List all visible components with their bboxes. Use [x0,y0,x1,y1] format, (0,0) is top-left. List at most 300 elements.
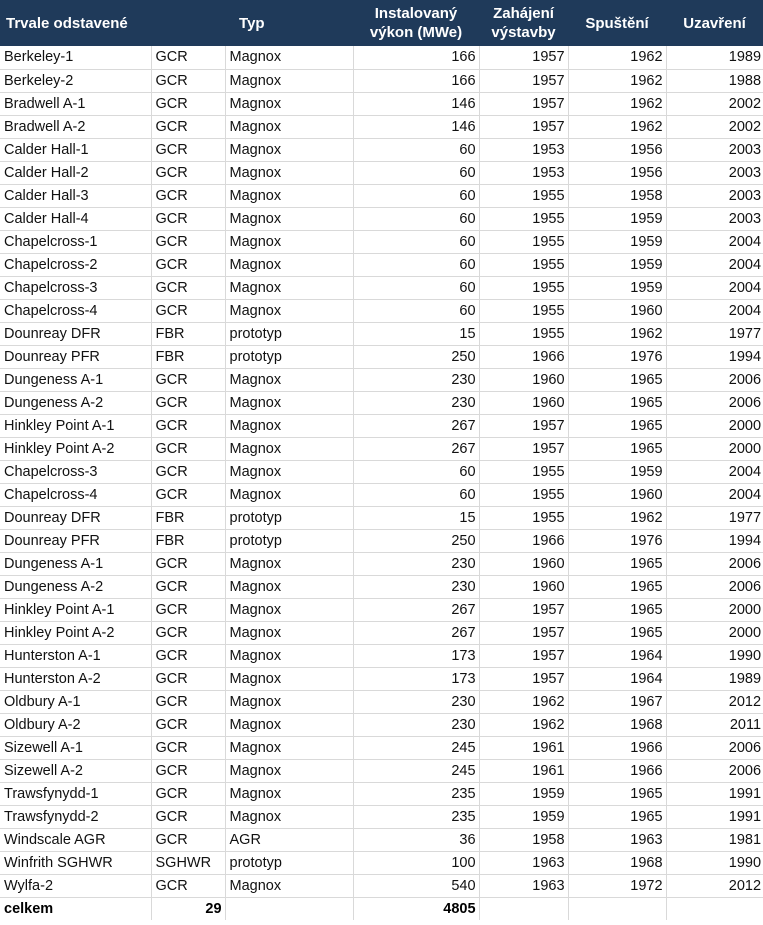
cell-reactor-type: GCR [151,644,225,667]
cell-model: Magnox [225,621,353,644]
table-row [0,874,763,897]
cell-model: Magnox [225,46,353,69]
cell-name: Dungeness A-1 [0,368,151,391]
header-type: Typ [225,0,353,46]
cell-closed: 1990 [666,644,763,667]
cell-closed: 2003 [666,184,763,207]
cell-model: Magnox [225,690,353,713]
cell-construction: 1958 [479,828,568,851]
cell-power: 235 [353,782,479,805]
cell-power: 15 [353,506,479,529]
cell-start: 1968 [568,851,666,874]
cell-start: 1960 [568,483,666,506]
cell-start: 1963 [568,828,666,851]
cell-name: Windscale AGR [0,828,151,851]
cell-start: 1962 [568,322,666,345]
cell-power: 235 [353,805,479,828]
cell-name: Hinkley Point A-2 [0,621,151,644]
table-row [0,805,763,828]
cell-power: 230 [353,713,479,736]
cell-reactor-type: GCR [151,483,225,506]
cell-construction: 1957 [479,437,568,460]
cell-start: 1965 [568,805,666,828]
cell-start: 1972 [568,874,666,897]
cell-model: Magnox [225,713,353,736]
cell-start: 1965 [568,414,666,437]
cell-reactor-type: GCR [151,460,225,483]
cell-start: 1962 [568,506,666,529]
cell-name: Dounreay DFR [0,322,151,345]
total-empty-construction [479,897,568,920]
cell-closed: 2000 [666,621,763,644]
cell-model: Magnox [225,736,353,759]
table-row [0,184,763,207]
cell-closed: 2002 [666,115,763,138]
cell-closed: 2002 [666,92,763,115]
cell-reactor-type: GCR [151,805,225,828]
cell-reactor-type: GCR [151,207,225,230]
cell-closed: 2000 [666,414,763,437]
cell-closed: 1991 [666,782,763,805]
cell-model: Magnox [225,483,353,506]
cell-closed: 1994 [666,529,763,552]
cell-name: Hunterston A-1 [0,644,151,667]
cell-name: Wylfa-2 [0,874,151,897]
cell-name: Chapelcross-3 [0,276,151,299]
cell-start: 1965 [568,368,666,391]
cell-closed: 2004 [666,483,763,506]
cell-closed: 2000 [666,598,763,621]
cell-reactor-type: GCR [151,437,225,460]
cell-name: Calder Hall-1 [0,138,151,161]
cell-reactor-type: GCR [151,552,225,575]
cell-name: Chapelcross-4 [0,483,151,506]
cell-start: 1956 [568,161,666,184]
cell-start: 1967 [568,690,666,713]
table-row [0,414,763,437]
cell-construction: 1961 [479,759,568,782]
table-row [0,575,763,598]
cell-reactor-type: GCR [151,621,225,644]
cell-model: Magnox [225,207,353,230]
table-row [0,506,763,529]
header-start: Spuštění [568,0,666,46]
cell-reactor-type: GCR [151,391,225,414]
cell-closed: 2012 [666,874,763,897]
cell-model: Magnox [225,667,353,690]
cell-model: prototyp [225,506,353,529]
cell-name: Dungeness A-2 [0,575,151,598]
cell-start: 1959 [568,276,666,299]
cell-reactor-type: FBR [151,345,225,368]
cell-start: 1966 [568,759,666,782]
total-empty-start [568,897,666,920]
cell-power: 166 [353,46,479,69]
cell-construction: 1957 [479,46,568,69]
cell-reactor-type: GCR [151,690,225,713]
cell-power: 230 [353,368,479,391]
table-header [0,0,763,46]
cell-closed: 2003 [666,207,763,230]
cell-construction: 1957 [479,115,568,138]
cell-power: 267 [353,437,479,460]
table-row [0,161,763,184]
cell-model: Magnox [225,230,353,253]
cell-model: Magnox [225,575,353,598]
cell-start: 1968 [568,713,666,736]
cell-closed: 2004 [666,299,763,322]
table-row [0,368,763,391]
cell-model: prototyp [225,322,353,345]
cell-start: 1964 [568,644,666,667]
cell-closed: 1991 [666,805,763,828]
cell-model: AGR [225,828,353,851]
cell-power: 60 [353,207,479,230]
cell-construction: 1955 [479,322,568,345]
cell-start: 1959 [568,230,666,253]
cell-name: Dounreay PFR [0,529,151,552]
cell-model: Magnox [225,874,353,897]
cell-power: 267 [353,621,479,644]
table-row [0,828,763,851]
cell-start: 1965 [568,621,666,644]
cell-closed: 1994 [666,345,763,368]
table-row [0,207,763,230]
cell-power: 267 [353,598,479,621]
cell-power: 146 [353,115,479,138]
cell-model: Magnox [225,391,353,414]
cell-closed: 1981 [666,828,763,851]
total-power: 4805 [353,897,479,920]
cell-model: prototyp [225,529,353,552]
cell-power: 173 [353,667,479,690]
cell-power: 267 [353,414,479,437]
cell-construction: 1961 [479,736,568,759]
cell-closed: 2006 [666,759,763,782]
cell-construction: 1955 [479,184,568,207]
cell-closed: 2004 [666,253,763,276]
cell-construction: 1966 [479,345,568,368]
table-body [0,46,763,897]
cell-closed: 2004 [666,230,763,253]
cell-name: Hinkley Point A-2 [0,437,151,460]
cell-model: Magnox [225,138,353,161]
cell-construction: 1955 [479,483,568,506]
cell-closed: 2012 [666,690,763,713]
table-row [0,69,763,92]
cell-power: 60 [353,299,479,322]
cell-name: Chapelcross-1 [0,230,151,253]
cell-construction: 1955 [479,253,568,276]
cell-construction: 1953 [479,138,568,161]
cell-power: 36 [353,828,479,851]
cell-power: 540 [353,874,479,897]
cell-power: 60 [353,276,479,299]
cell-construction: 1955 [479,506,568,529]
cell-closed: 2004 [666,276,763,299]
table-row [0,115,763,138]
cell-closed: 2006 [666,575,763,598]
cell-power: 60 [353,161,479,184]
cell-construction: 1957 [479,644,568,667]
cell-model: prototyp [225,345,353,368]
cell-name: Winfrith SGHWR [0,851,151,874]
cell-name: Hinkley Point A-1 [0,598,151,621]
cell-reactor-type: GCR [151,161,225,184]
cell-construction: 1955 [479,276,568,299]
cell-start: 1960 [568,299,666,322]
cell-name: Sizewell A-2 [0,759,151,782]
cell-closed: 2006 [666,736,763,759]
cell-start: 1965 [568,575,666,598]
cell-start: 1959 [568,253,666,276]
cell-construction: 1966 [479,529,568,552]
cell-closed: 2006 [666,552,763,575]
cell-power: 250 [353,345,479,368]
table-row [0,736,763,759]
header-closed: Uzavření [666,0,763,46]
cell-reactor-type: GCR [151,414,225,437]
cell-name: Dungeness A-2 [0,391,151,414]
cell-construction: 1960 [479,368,568,391]
cell-start: 1965 [568,437,666,460]
cell-name: Sizewell A-1 [0,736,151,759]
cell-reactor-type: GCR [151,138,225,161]
cell-closed: 2011 [666,713,763,736]
cell-name: Dounreay PFR [0,345,151,368]
cell-power: 15 [353,322,479,345]
cell-reactor-type: GCR [151,368,225,391]
cell-name: Calder Hall-3 [0,184,151,207]
table-row [0,759,763,782]
cell-reactor-type: GCR [151,575,225,598]
cell-construction: 1955 [479,299,568,322]
cell-closed: 1977 [666,322,763,345]
cell-reactor-type: GCR [151,736,225,759]
table-row [0,460,763,483]
table-row [0,299,763,322]
cell-name: Berkeley-2 [0,69,151,92]
cell-construction: 1960 [479,552,568,575]
table-row [0,598,763,621]
table-row [0,851,763,874]
cell-start: 1976 [568,345,666,368]
cell-power: 230 [353,391,479,414]
cell-reactor-type: SGHWR [151,851,225,874]
cell-model: Magnox [225,184,353,207]
cell-start: 1962 [568,92,666,115]
total-label: celkem [0,897,151,920]
cell-construction: 1963 [479,851,568,874]
cell-construction: 1960 [479,575,568,598]
cell-model: Magnox [225,92,353,115]
total-count: 29 [151,897,225,920]
cell-closed: 2003 [666,138,763,161]
cell-construction: 1957 [479,414,568,437]
cell-start: 1962 [568,69,666,92]
cell-construction: 1957 [479,598,568,621]
cell-reactor-type: GCR [151,299,225,322]
cell-reactor-type: GCR [151,92,225,115]
cell-power: 230 [353,552,479,575]
cell-reactor-type: GCR [151,115,225,138]
cell-model: Magnox [225,598,353,621]
cell-reactor-type: GCR [151,598,225,621]
cell-name: Chapelcross-3 [0,460,151,483]
cell-power: 100 [353,851,479,874]
table-row [0,690,763,713]
cell-construction: 1963 [479,874,568,897]
cell-power: 166 [353,69,479,92]
cell-power: 60 [353,184,479,207]
cell-name: Calder Hall-4 [0,207,151,230]
cell-start: 1965 [568,782,666,805]
cell-power: 60 [353,483,479,506]
cell-start: 1959 [568,460,666,483]
cell-name: Hunterston A-2 [0,667,151,690]
cell-power: 146 [353,92,479,115]
header-construction: Zahájení výstavby [479,0,568,46]
cell-model: Magnox [225,276,353,299]
table-row [0,230,763,253]
total-row [0,897,763,920]
cell-name: Calder Hall-2 [0,161,151,184]
cell-construction: 1955 [479,230,568,253]
cell-start: 1962 [568,46,666,69]
cell-reactor-type: FBR [151,529,225,552]
cell-name: Chapelcross-2 [0,253,151,276]
cell-reactor-type: FBR [151,506,225,529]
cell-name: Oldbury A-1 [0,690,151,713]
cell-model: Magnox [225,253,353,276]
cell-reactor-type: GCR [151,713,225,736]
cell-start: 1965 [568,552,666,575]
cell-name: Bradwell A-1 [0,92,151,115]
table-row [0,138,763,161]
total-empty-closed [666,897,763,920]
cell-construction: 1962 [479,690,568,713]
cell-model: Magnox [225,368,353,391]
cell-reactor-type: GCR [151,782,225,805]
table-row [0,437,763,460]
table-row [0,483,763,506]
cell-construction: 1955 [479,207,568,230]
cell-model: Magnox [225,552,353,575]
cell-reactor-type: GCR [151,69,225,92]
table-row [0,46,763,69]
cell-power: 230 [353,575,479,598]
cell-closed: 1977 [666,506,763,529]
cell-name: Dungeness A-1 [0,552,151,575]
cell-closed: 2006 [666,368,763,391]
cell-start: 1964 [568,667,666,690]
cell-reactor-type: GCR [151,46,225,69]
cell-model: Magnox [225,115,353,138]
table-row [0,529,763,552]
cell-model: Magnox [225,805,353,828]
cell-power: 250 [353,529,479,552]
cell-power: 245 [353,759,479,782]
cell-start: 1966 [568,736,666,759]
table-row [0,621,763,644]
cell-construction: 1959 [479,782,568,805]
cell-reactor-type: GCR [151,253,225,276]
cell-name: Hinkley Point A-1 [0,414,151,437]
cell-closed: 1989 [666,46,763,69]
cell-name: Bradwell A-2 [0,115,151,138]
cell-closed: 2004 [666,460,763,483]
cell-construction: 1957 [479,667,568,690]
table-row [0,391,763,414]
cell-reactor-type: GCR [151,759,225,782]
table-row [0,782,763,805]
cell-construction: 1960 [479,391,568,414]
cell-reactor-type: GCR [151,230,225,253]
cell-construction: 1957 [479,92,568,115]
cell-closed: 1988 [666,69,763,92]
cell-construction: 1957 [479,621,568,644]
cell-power: 230 [353,690,479,713]
cell-start: 1965 [568,391,666,414]
cell-construction: 1962 [479,713,568,736]
table-row [0,644,763,667]
cell-model: Magnox [225,759,353,782]
total-empty-type [225,897,353,920]
cell-closed: 2003 [666,161,763,184]
cell-power: 173 [353,644,479,667]
cell-model: Magnox [225,460,353,483]
cell-start: 1976 [568,529,666,552]
cell-name: Chapelcross-4 [0,299,151,322]
cell-construction: 1959 [479,805,568,828]
table-row [0,713,763,736]
cell-start: 1959 [568,207,666,230]
cell-model: Magnox [225,644,353,667]
table-row [0,322,763,345]
cell-closed: 1990 [666,851,763,874]
table-row [0,552,763,575]
cell-model: Magnox [225,782,353,805]
header-row [0,0,763,46]
cell-model: Magnox [225,69,353,92]
cell-closed: 1989 [666,667,763,690]
cell-power: 60 [353,460,479,483]
table-row [0,276,763,299]
cell-reactor-type: GCR [151,828,225,851]
cell-reactor-type: GCR [151,276,225,299]
cell-model: Magnox [225,299,353,322]
cell-model: prototyp [225,851,353,874]
cell-model: Magnox [225,414,353,437]
cell-name: Trawsfynydd-1 [0,782,151,805]
header-name: Trvale odstavené [0,0,225,46]
cell-model: Magnox [225,161,353,184]
cell-power: 60 [353,230,479,253]
header-power: Instalovaný výkon (MWe) [353,0,479,46]
cell-model: Magnox [225,437,353,460]
cell-power: 60 [353,138,479,161]
cell-name: Trawsfynydd-2 [0,805,151,828]
table-row [0,92,763,115]
cell-construction: 1957 [479,69,568,92]
cell-name: Dounreay DFR [0,506,151,529]
table-row [0,253,763,276]
cell-reactor-type: GCR [151,874,225,897]
cell-power: 245 [353,736,479,759]
cell-power: 60 [353,253,479,276]
cell-reactor-type: GCR [151,667,225,690]
cell-start: 1965 [568,598,666,621]
